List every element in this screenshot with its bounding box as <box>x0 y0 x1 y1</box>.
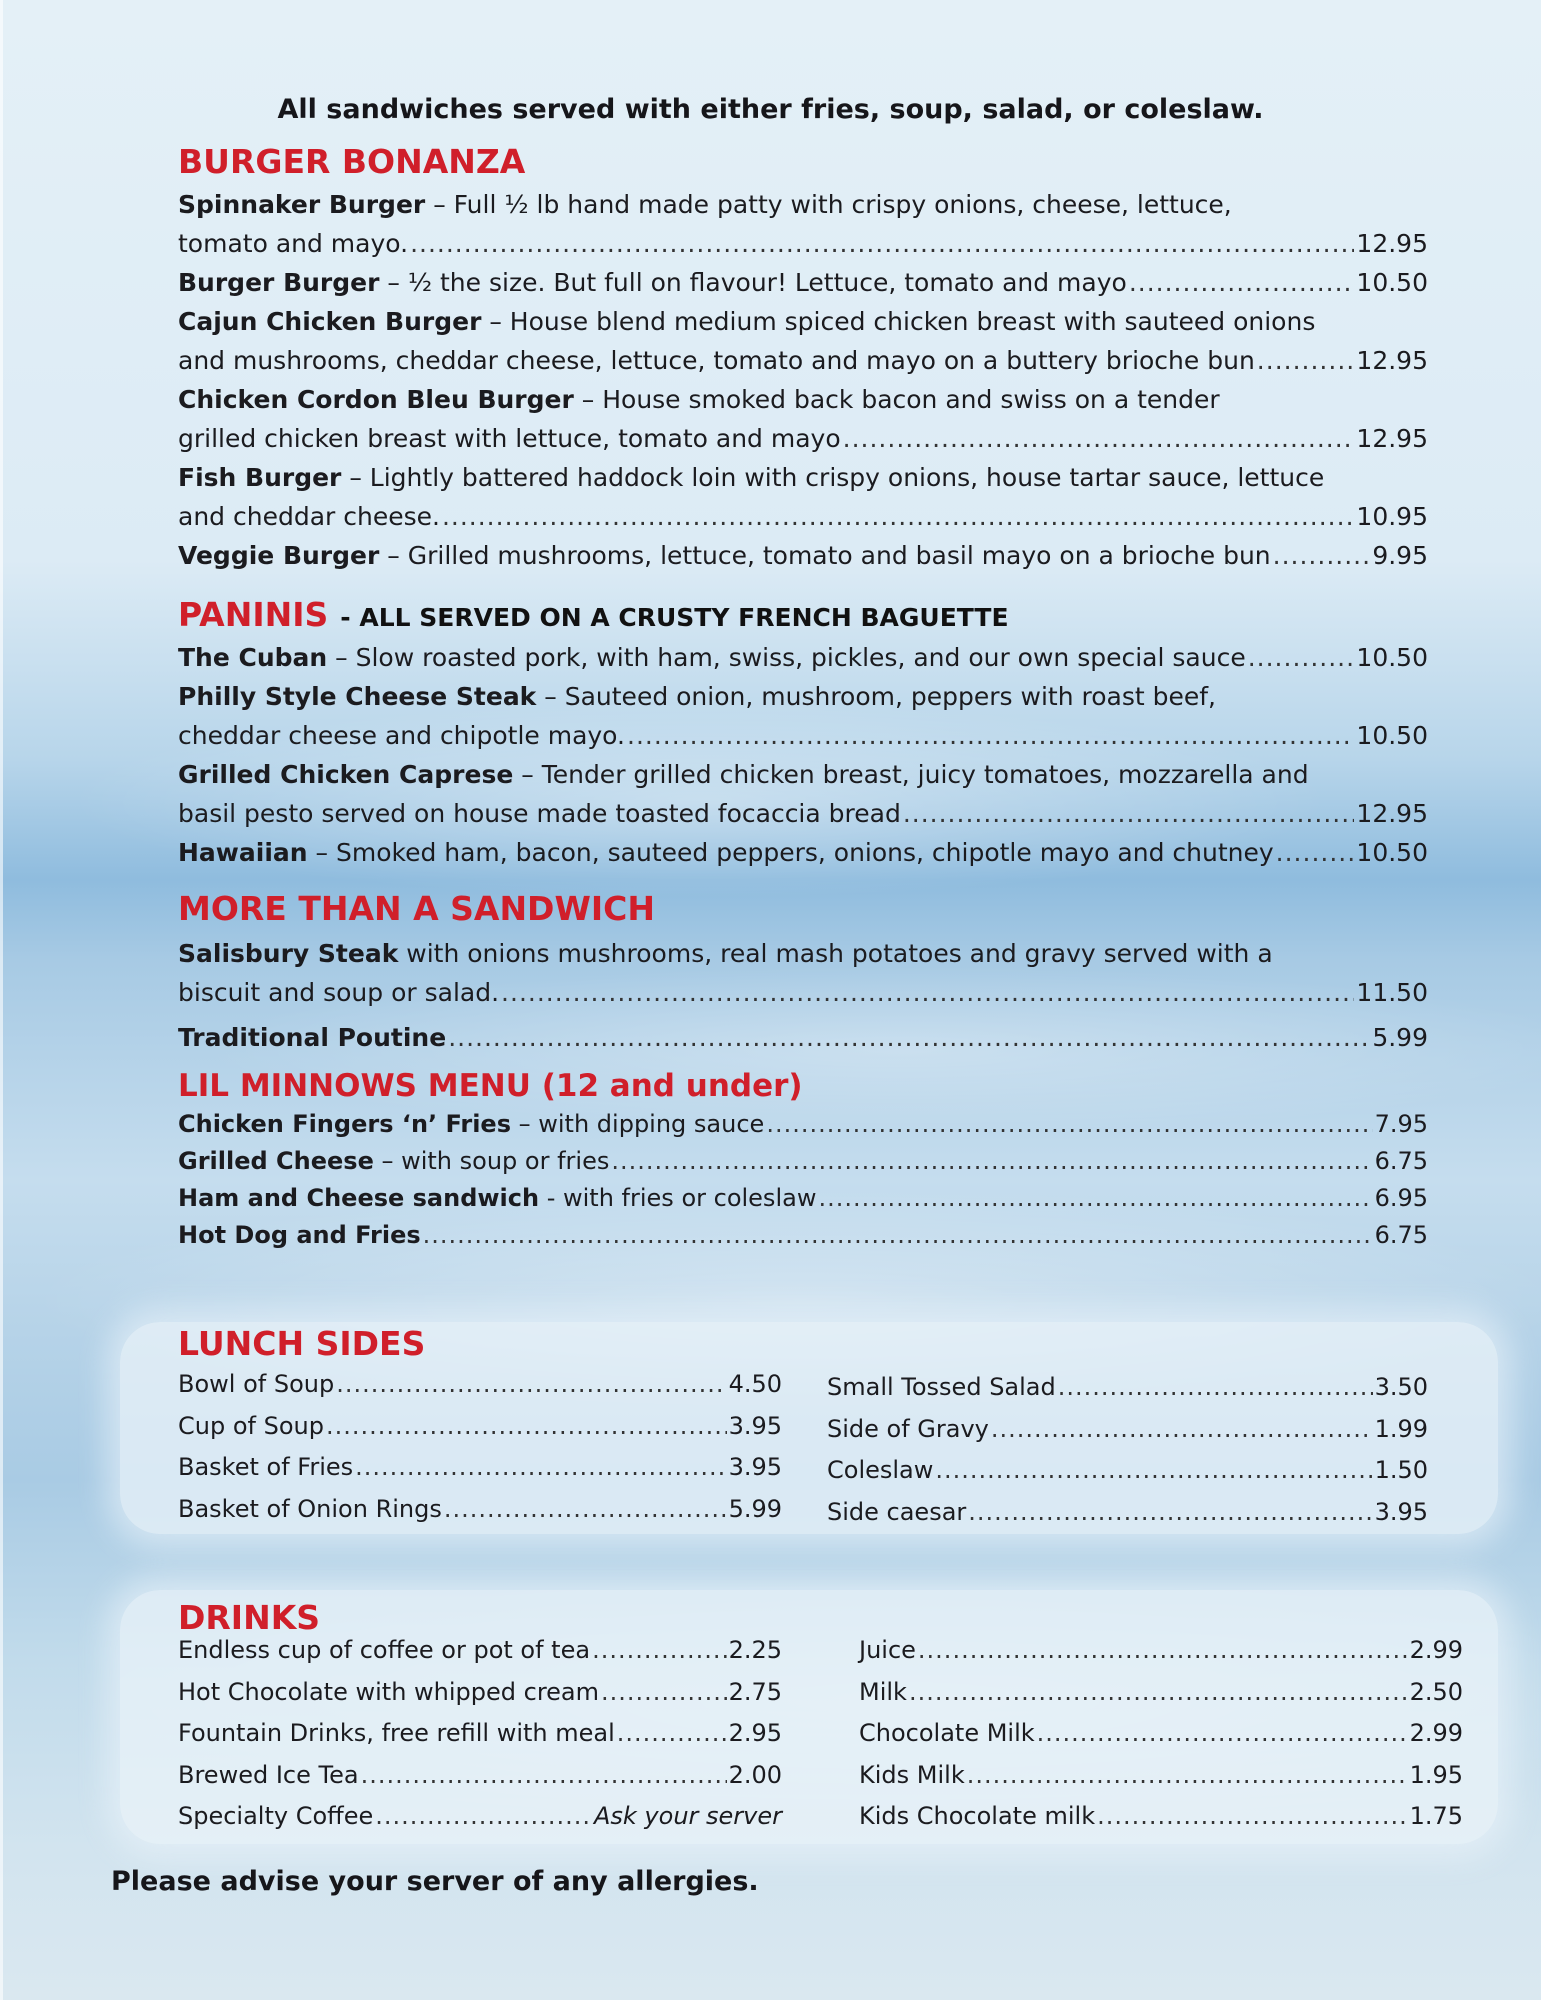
item-name: Small Tossed Salad <box>827 1373 1056 1401</box>
burger-list <box>178 185 1428 575</box>
dot-leader <box>818 1180 1372 1217</box>
menu-item-fish-burger <box>178 458 1428 536</box>
side-item-side-caesar <box>827 1492 1428 1534</box>
sandwich-sides-note: All sandwiches served with either fries, soup, salad, or coleslaw. <box>277 94 1264 125</box>
item-description-cont: grilled chicken breast with lettuce, tomato and mayo <box>178 424 841 453</box>
item-price: 4.50 <box>728 1370 782 1398</box>
side-item-side-of-gravy <box>827 1409 1428 1451</box>
item-name: Philly Style Cheese Steak <box>178 682 537 711</box>
item-price: 2.25 <box>728 1636 782 1664</box>
drink-item-hot-chocolate <box>178 1672 782 1714</box>
paninis-list <box>178 638 1428 872</box>
item-name: Milk <box>859 1677 907 1706</box>
dot-leader <box>410 224 1354 263</box>
dot-leader <box>627 716 1354 755</box>
item-name: Veggie Burger <box>178 541 380 570</box>
item-description: – Tender grilled chicken breast, juicy tomatoes, mozzarella and <box>513 760 1309 789</box>
item-description: – Sauteed onion, mushroom, peppers with roast beef, <box>536 682 1216 711</box>
dot-leader <box>448 1018 1370 1057</box>
item-price: 12.95 <box>1356 799 1428 828</box>
item-name: The Cuban <box>178 643 328 672</box>
item-name: Spinnaker Burger <box>178 190 426 219</box>
drinks-right-column <box>859 1630 1463 1838</box>
item-price: 10.50 <box>1356 643 1428 672</box>
item-price: 7.95 <box>1374 1110 1428 1138</box>
item-description: – Slow roasted pork, with ham, swiss, pickles, and our own special sauce <box>327 643 1246 672</box>
item-name: Cajun Chicken Burger <box>178 307 482 336</box>
item-price: 5.99 <box>1372 1023 1428 1052</box>
item-price: 10.50 <box>1356 268 1428 297</box>
item-name: Juice <box>859 1636 916 1664</box>
menu-item-salisbury-steak <box>178 934 1428 1012</box>
dot-leader <box>1058 1367 1373 1409</box>
drinks-heading: DRINKS <box>178 1598 321 1637</box>
item-price: 1.99 <box>1374 1414 1428 1443</box>
more-than-a-sandwich-heading: MORE THAN A SANDWICH <box>178 889 655 928</box>
item-name: Chicken Fingers ‘n’ Fries <box>178 1110 511 1138</box>
lil-minnows-heading: LIL MINNOWS MENU (12 and under) <box>178 1068 803 1104</box>
item-name: Basket of Onion Rings <box>178 1494 442 1523</box>
item-description-cont: and cheddar cheese. <box>178 502 440 531</box>
more-list <box>178 934 1428 1057</box>
menu-item-philly-cheese-steak <box>178 677 1428 755</box>
dot-leader <box>1097 1796 1407 1838</box>
dot-leader <box>1129 263 1355 302</box>
dot-leader <box>444 1489 727 1531</box>
item-price: 5.99 <box>728 1494 782 1523</box>
item-price: 3.50 <box>1374 1373 1428 1401</box>
dot-leader <box>909 1672 1408 1714</box>
item-name: Bowl of Soup <box>178 1370 335 1398</box>
side-item-cup-of-soup <box>178 1406 782 1448</box>
item-name: Brewed Ice Tea <box>178 1760 359 1789</box>
dot-leader <box>1273 536 1371 575</box>
menu-item-burger-burger <box>178 263 1428 302</box>
drink-item-kids-chocolate-milk <box>859 1796 1463 1838</box>
item-price: 11.50 <box>1356 978 1428 1007</box>
dot-leader <box>967 1755 1408 1797</box>
drink-item-chocolate-milk <box>859 1713 1463 1755</box>
item-price: 9.95 <box>1372 541 1428 570</box>
item-description: – House smoked back bacon and swiss on a tender <box>573 385 1220 414</box>
item-name: Hot Chocolate with whipped cream <box>178 1677 600 1706</box>
menu-item-spinnaker-burger <box>178 185 1428 263</box>
drink-item-specialty-coffee <box>178 1796 782 1838</box>
drink-item-brewed-ice-tea <box>178 1755 782 1797</box>
item-name: Burger Burger <box>178 268 380 297</box>
item-description: – Smoked ham, bacon, sauteed peppers, onions, chipotle mayo and chutney <box>307 838 1274 867</box>
item-name: Basket of Fries <box>178 1453 354 1481</box>
item-description: – with soup or fries <box>373 1147 610 1175</box>
dot-leader <box>1248 638 1355 677</box>
menu-item-traditional-poutine <box>178 1018 1428 1057</box>
item-description: - with fries or coleslaw <box>539 1184 817 1212</box>
item-description: – House blend medium spiced chicken breast with sauteed onions <box>481 307 1316 336</box>
item-price: 12.95 <box>1356 346 1428 375</box>
drink-item-kids-milk <box>859 1755 1463 1797</box>
dot-leader <box>442 497 1354 536</box>
drink-item-juice <box>859 1630 1463 1672</box>
item-price: 1.50 <box>1374 1456 1428 1484</box>
item-price: 12.95 <box>1356 424 1428 453</box>
side-item-coleslaw <box>827 1450 1428 1492</box>
item-price: 1.75 <box>1409 1802 1463 1830</box>
item-price: Ask your server <box>593 1802 782 1830</box>
item-description: with onions mushrooms, real mash potatoes and gravy served with a <box>398 939 1273 968</box>
item-name: Side of Gravy <box>827 1414 989 1443</box>
item-name: Side caesar <box>827 1497 967 1526</box>
dot-leader <box>843 419 1355 458</box>
dot-leader <box>355 1447 726 1489</box>
item-name: Specialty Coffee <box>178 1802 374 1830</box>
item-price: 2.00 <box>728 1760 782 1789</box>
dot-leader <box>611 1143 1372 1180</box>
dot-leader <box>336 1364 726 1406</box>
item-name: Salisbury Steak <box>178 939 399 968</box>
dot-leader <box>1276 833 1355 872</box>
item-price: 2.99 <box>1409 1636 1463 1664</box>
item-name: Ham and Cheese sandwich <box>178 1184 540 1212</box>
item-price: 3.95 <box>728 1453 782 1481</box>
dot-leader <box>501 973 1354 1012</box>
side-item-bowl-of-soup <box>178 1364 782 1406</box>
menu-item-the-cuban <box>178 638 1428 677</box>
item-price: 12.95 <box>1356 229 1428 258</box>
burger-bonanza-heading: BURGER BONANZA <box>178 142 526 181</box>
dot-leader <box>766 1106 1372 1143</box>
item-description-cont: and mushrooms, cheddar cheese, lettuce, tomato and mayo on a buttery brioche bun <box>178 346 1255 375</box>
lunch-sides-left-column <box>178 1364 782 1530</box>
item-price: 6.75 <box>1374 1147 1428 1175</box>
drinks-left-column <box>178 1630 782 1838</box>
item-price: 10.50 <box>1356 838 1428 867</box>
dot-leader <box>592 1630 726 1672</box>
lunch-sides-right-column <box>827 1367 1428 1533</box>
item-price: 2.50 <box>1409 1677 1463 1706</box>
dot-leader <box>423 1217 1373 1254</box>
side-item-onion-rings <box>178 1489 782 1531</box>
item-name: Kids Chocolate milk <box>859 1802 1096 1830</box>
item-name: Coleslaw <box>827 1456 934 1484</box>
item-description: – Lightly battered haddock loin with crispy onions, house tartar sauce, lettuce <box>341 463 1325 492</box>
menu-item-grilled-chicken-caprese <box>178 755 1428 833</box>
item-description-cont: tomato and mayo. <box>178 229 409 258</box>
page-edge <box>0 0 3 2000</box>
item-name: Chocolate Milk <box>859 1719 1035 1747</box>
item-name: Hawaiian <box>178 838 308 867</box>
menu-item-cajun-chicken-burger <box>178 302 1428 380</box>
dot-leader <box>601 1672 727 1714</box>
item-description: – Full ½ lb hand made patty with crispy onions, cheese, lettuce, <box>425 190 1232 219</box>
menu-item-hawaiian <box>178 833 1428 872</box>
dot-leader <box>935 1450 1372 1492</box>
drink-item-coffee-or-tea <box>178 1630 782 1672</box>
menu-item-hot-dog-and-fries <box>178 1217 1428 1254</box>
menu-item-grilled-cheese <box>178 1143 1428 1180</box>
allergy-notice: Please advise your server of any allergies. <box>111 1866 759 1897</box>
dot-leader <box>918 1630 1408 1672</box>
dot-leader <box>375 1796 592 1838</box>
item-name: Kids Milk <box>859 1760 965 1789</box>
item-name: Grilled Cheese <box>178 1147 374 1175</box>
item-price: 3.95 <box>1374 1497 1428 1526</box>
paninis-title: PANINIS <box>178 595 329 634</box>
item-price: 3.95 <box>728 1411 782 1440</box>
item-price: 10.95 <box>1356 502 1428 531</box>
menu-item-chicken-fingers <box>178 1106 1428 1143</box>
menu-item-chicken-cordon-bleu-burger <box>178 380 1428 458</box>
side-item-basket-of-fries <box>178 1447 782 1489</box>
item-name: Fountain Drinks, free refill with meal <box>178 1719 615 1747</box>
item-name: Traditional Poutine <box>178 1023 447 1052</box>
item-name: Grilled Chicken Caprese <box>178 760 514 789</box>
drink-item-milk <box>859 1672 1463 1714</box>
item-name: Endless cup of coffee or pot of tea <box>178 1636 591 1664</box>
dot-leader <box>361 1755 727 1797</box>
dot-leader <box>326 1406 727 1448</box>
item-price: 10.50 <box>1356 721 1428 750</box>
menu-item-ham-and-cheese <box>178 1180 1428 1217</box>
item-description-cont: cheddar cheese and chipotle mayo. <box>178 721 625 750</box>
menu-item-veggie-burger <box>178 536 1428 575</box>
item-name: Cup of Soup <box>178 1411 324 1440</box>
lunch-sides-heading: LUNCH SIDES <box>178 1324 426 1363</box>
item-name: Fish Burger <box>178 463 342 492</box>
kids-list <box>178 1106 1428 1254</box>
item-description-cont: basil pesto served on house made toasted focaccia bread <box>178 799 901 828</box>
item-price: 1.95 <box>1409 1760 1463 1789</box>
item-price: 6.95 <box>1374 1184 1428 1212</box>
paninis-heading <box>178 595 1009 638</box>
item-price: 2.95 <box>728 1719 782 1747</box>
paninis-subtitle: - ALL SERVED ON A CRUSTY FRENCH BAGUETTE <box>340 603 1009 632</box>
side-item-small-tossed-salad <box>827 1367 1428 1409</box>
item-description: – with dipping sauce <box>511 1110 765 1138</box>
item-name: Chicken Cordon Bleu Burger <box>178 385 574 414</box>
dot-leader <box>1037 1713 1408 1755</box>
item-description-cont: biscuit and soup or salad. <box>178 978 500 1007</box>
dot-leader <box>968 1492 1372 1534</box>
dot-leader <box>617 1713 727 1755</box>
item-description: – Grilled mushrooms, lettuce, tomato and basil mayo on a brioche bun <box>379 541 1271 570</box>
dot-leader <box>903 794 1355 833</box>
item-description: – ½ the size. But full on flavour! Lettuce, tomato and mayo <box>379 268 1127 297</box>
item-name: Hot Dog and Fries <box>178 1221 421 1249</box>
dot-leader <box>991 1409 1373 1451</box>
dot-leader <box>1257 341 1355 380</box>
item-price: 6.75 <box>1374 1221 1428 1249</box>
item-price: 2.99 <box>1409 1719 1463 1747</box>
item-price: 2.75 <box>728 1677 782 1706</box>
drink-item-fountain-drinks <box>178 1713 782 1755</box>
